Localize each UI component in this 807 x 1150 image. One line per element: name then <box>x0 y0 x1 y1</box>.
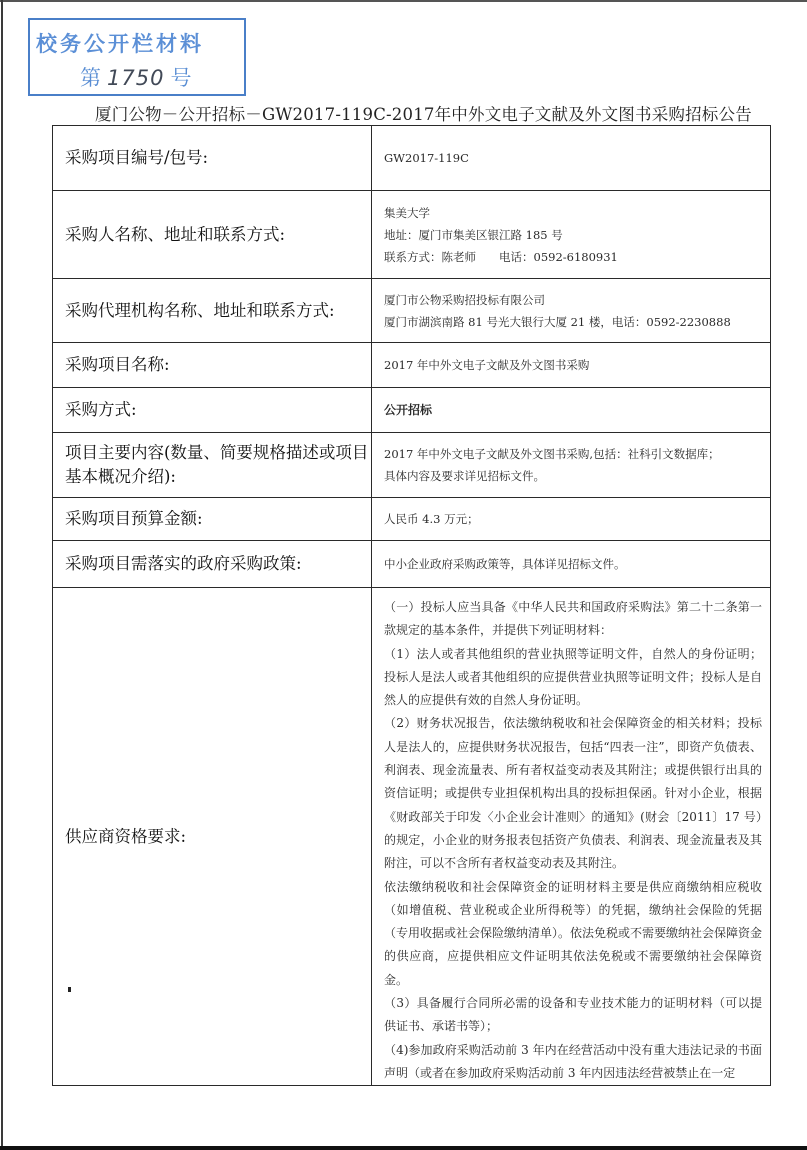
policy-text: 中小企业政府采购政策等，具体详见招标文件。 <box>384 557 626 571</box>
document-title: 厦门公物－公开招标－GW2017-119C-2017年中外文电子文献及外文图书采购招标公告 <box>95 105 752 124</box>
purchaser-contact: 联系方式：陈老师 电话：0592-6180931 <box>384 249 618 264</box>
table-row-project-name <box>53 343 771 388</box>
page-bottom-edge <box>0 1146 807 1150</box>
project-number: GW2017-119C <box>384 151 469 165</box>
main-content-line: 具体内容及要求详见招标文件。 <box>384 469 545 483</box>
row-label: 采购项目预算金额: <box>53 498 372 541</box>
main-content-line: 2017 年中外文电子文献及外文图书采购,包括：社科引文数据库； <box>384 447 720 461</box>
row-label: 采购项目名称: <box>53 343 372 388</box>
agency-address: 厦门市湖滨南路 81 号光大银行大厦 21 楼，电话：0592-2230888 <box>384 314 731 329</box>
budget-amount: 人民币 4.3 万元； <box>384 512 479 526</box>
project-name: 2017 年中外文电子文献及外文图书采购 <box>384 358 590 372</box>
row-value <box>372 498 771 541</box>
agency-name: 厦门市公物采购招投标有限公司 <box>384 292 545 307</box>
stamp-handwritten-number: 1750 <box>107 66 165 90</box>
purchaser-name: 集美大学 <box>384 205 430 220</box>
scan-speck <box>68 987 71 992</box>
table-row-budget <box>53 498 771 541</box>
row-value <box>372 126 771 191</box>
row-value <box>372 433 771 498</box>
row-label: 采购方式: <box>53 388 372 433</box>
row-value <box>372 343 771 388</box>
qualification-paragraph: 依法缴纳税收和社会保障资金的证明材料主要是供应商缴纳相应税收（如增值税、营业税或企业所得税等）的凭据，缴纳社会保险的凭据（专用收据或社会保险缴纳清单）。依法免税或不需要缴纳社会保障资金的供应商，应提供相应文件证明其依法免税或不需要缴纳社会保障资金。 <box>384 879 763 987</box>
purchaser-address: 地址：厦门市集美区银江路 185 号 <box>384 227 563 242</box>
row-label: 供应商资格要求: <box>53 588 372 1086</box>
row-value <box>372 279 771 343</box>
row-value <box>372 388 771 433</box>
table-row-procurement-method <box>53 388 771 433</box>
row-label: 采购代理机构名称、地址和联系方式: <box>53 279 372 343</box>
table-row-policy <box>53 541 771 588</box>
stamp-number-prefix: 第 <box>80 66 101 90</box>
qualification-paragraph: （3）具备履行合同所必需的设备和专业技术能力的证明材料（可以提供证书、承诺书等）； <box>384 996 762 1034</box>
qualification-paragraph: （1）法人或者其他组织的营业执照等证明文件，自然人的身份证明；投标人是法人或者其他组织的应提供营业执照等证明文件；投标人是自然人的应提供有效的自然人身份证明。 <box>384 646 762 708</box>
page-top-edge <box>0 0 807 2</box>
stamp-number-line <box>80 62 191 92</box>
stamp-title: 校务公开栏材料 <box>36 32 204 56</box>
announcement-table <box>52 125 771 1086</box>
qualification-paragraph: （一）投标人应当具备《中华人民共和国政府采购法》第二十二条第一款规定的基本条件，并提供下列证明材料： <box>384 600 762 638</box>
row-label: 采购项目编号/包号: <box>53 126 372 191</box>
row-value <box>372 588 771 1086</box>
table-row-supplier-qualification <box>53 588 771 1086</box>
page-left-edge <box>1 0 3 1150</box>
row-value <box>372 541 771 588</box>
table-row-main-content <box>53 433 771 498</box>
stamp-number-suffix: 号 <box>170 66 192 90</box>
row-label: 采购项目需落实的政府采购政策: <box>53 541 372 588</box>
row-label: 采购人名称、地址和联系方式: <box>53 191 372 279</box>
qualification-paragraph: （2）财务状况报告，依法缴纳税收和社会保障资金的相关材料；投标人是法人的，应提供财务状况报告，包括“四表一注”，即资产负债表、利润表、现金流量表、所有者权益变动表及其附注；或提供银行出具的资信证明；或提供专业担保机构出具的投标担保函。针对小企业，根据《财政部关于印发〈小企业会计准则〉的通知》(财会〔2011〕17 号）的规定，小企业的财务报表包括资产负债表、利润表、现金流量表及其附注，可以不含所有者权益变动表及其附注。 <box>384 716 762 871</box>
procurement-method: 公开招标 <box>384 403 433 417</box>
row-value <box>372 191 771 279</box>
archive-stamp <box>28 18 246 96</box>
table-row-project-number <box>53 126 771 191</box>
table-row-agency <box>53 279 771 343</box>
qualification-paragraph: （4)参加政府采购活动前 3 年内在经营活动中没有重大违法记录的书面声明（或者在参加政府采购活动前 3 年内因违法经营被禁止在一定 <box>384 1042 762 1080</box>
row-label: 项目主要内容(数量、简要规格描述或项目基本概况介绍): <box>53 433 372 498</box>
table-row-purchaser <box>53 191 771 279</box>
